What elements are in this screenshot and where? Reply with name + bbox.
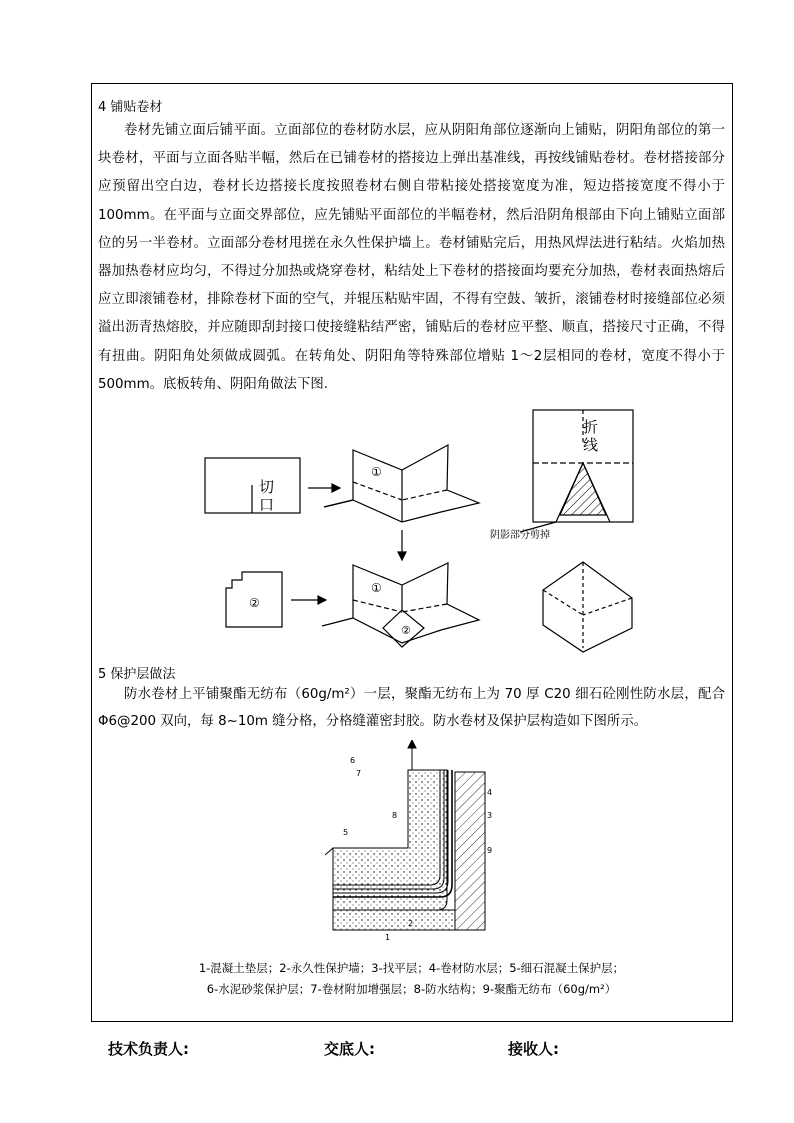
corner-detail-figure — [195, 405, 645, 660]
circle2-corner: ② — [401, 624, 411, 637]
section5-heading: 5 保护层做法 — [98, 667, 176, 682]
briefer-signature-label: 交底人: — [324, 1040, 375, 1058]
fig2-label-3: 3 — [487, 811, 493, 820]
section4-heading: 4 铺贴卷材 — [98, 100, 163, 115]
fig2-label-9: 9 — [487, 846, 493, 855]
cut-label-top: 切 — [259, 478, 275, 496]
fig2-caption-line2: 6-水泥砂浆保护层；7-卷材附加增强层；8-防水结构；9-聚酯无纺布（60g/m²） — [206, 982, 617, 996]
fig2-label-5: 5 — [343, 828, 349, 837]
fig2-label-4: 4 — [487, 788, 493, 797]
fold-label-top: 折 — [583, 418, 599, 436]
shade-label: 阴影部分剪掉 — [490, 530, 550, 541]
fig2-label-6: 6 — [350, 756, 356, 765]
protective-layer-section-figure — [325, 740, 510, 945]
receiver-signature-label: 接收人: — [508, 1040, 559, 1058]
section4-body: 卷材先铺立面后铺平面。立面部位的卷材防水层，应从阴阳角部位逐渐向上铺贴，阴阳角部位的第一块卷材，平面与立面各贴半幅，然后在已铺卷材的搭接边上弹出基准线，再按线铺贴卷材。卷材搭接部分应预留出空白边，卷材长边搭接长度按照卷材右侧自带粘接处搭接宽度为准，短边搭接宽度不得小于 100mm。在平面与立面交界部位，应先铺贴平面部位的半幅卷材，然后沿阴角根部由下向上铺贴立面部位的另一半卷材。立面部分卷材甩搓在永久性保护墙上。卷材铺贴完后，用热风焊法进行粘结。火焰加热器加热卷材应均匀，不得过分加热或烧穿卷材，粘结处上下卷材的搭接面均要充分加热，卷材表面热熔后应立即滚铺卷材，排除卷材下面的空气，并辊压粘贴牢固，不得有空鼓、皱折，滚铺卷材时接缝部位必须溢出沥青热熔胶，并应随即刮封接口使接缝粘结严密，铺贴后的卷材应平整、顺直，搭接尺寸正确，不得有扭曲。阴阳角处须做成圆弧。在转角处、阴阳角等特殊部位增贴 1～2层相同的卷材，宽度不得小于 500mm。底板转角、阴阳角做法下图. — [98, 123, 725, 392]
fig2-caption-line1: 1-混凝土垫层；2-永久性保护墙；3-找平层；4-卷材防水层；5-细石混凝土保护层； — [198, 961, 625, 975]
circle1-bottom: ① — [371, 581, 382, 595]
fig2-label-1: 1 — [385, 933, 391, 942]
tech-lead-signature-label: 技术负责人: — [108, 1040, 189, 1058]
fold-label-bottom: 线 — [583, 436, 599, 454]
fig2-label-8: 8 — [392, 811, 398, 820]
section5-body: 防水卷材上平铺聚酯无纺布（60g/m²）一层，聚酯无纺布上为 70 厚 C20 细石砼刚性防水层，配合Φ6@200 双向，每 8~10m 缝分格，分格缝灌密封胶。防水卷材及保护层构造如下图所示。 — [98, 687, 725, 729]
circle2-box: ② — [249, 596, 260, 610]
circle1-top: ① — [371, 465, 382, 479]
fig2-label-7: 7 — [356, 769, 362, 778]
fig2-label-2: 2 — [408, 919, 414, 928]
cut-label-bottom: 口 — [259, 496, 275, 514]
